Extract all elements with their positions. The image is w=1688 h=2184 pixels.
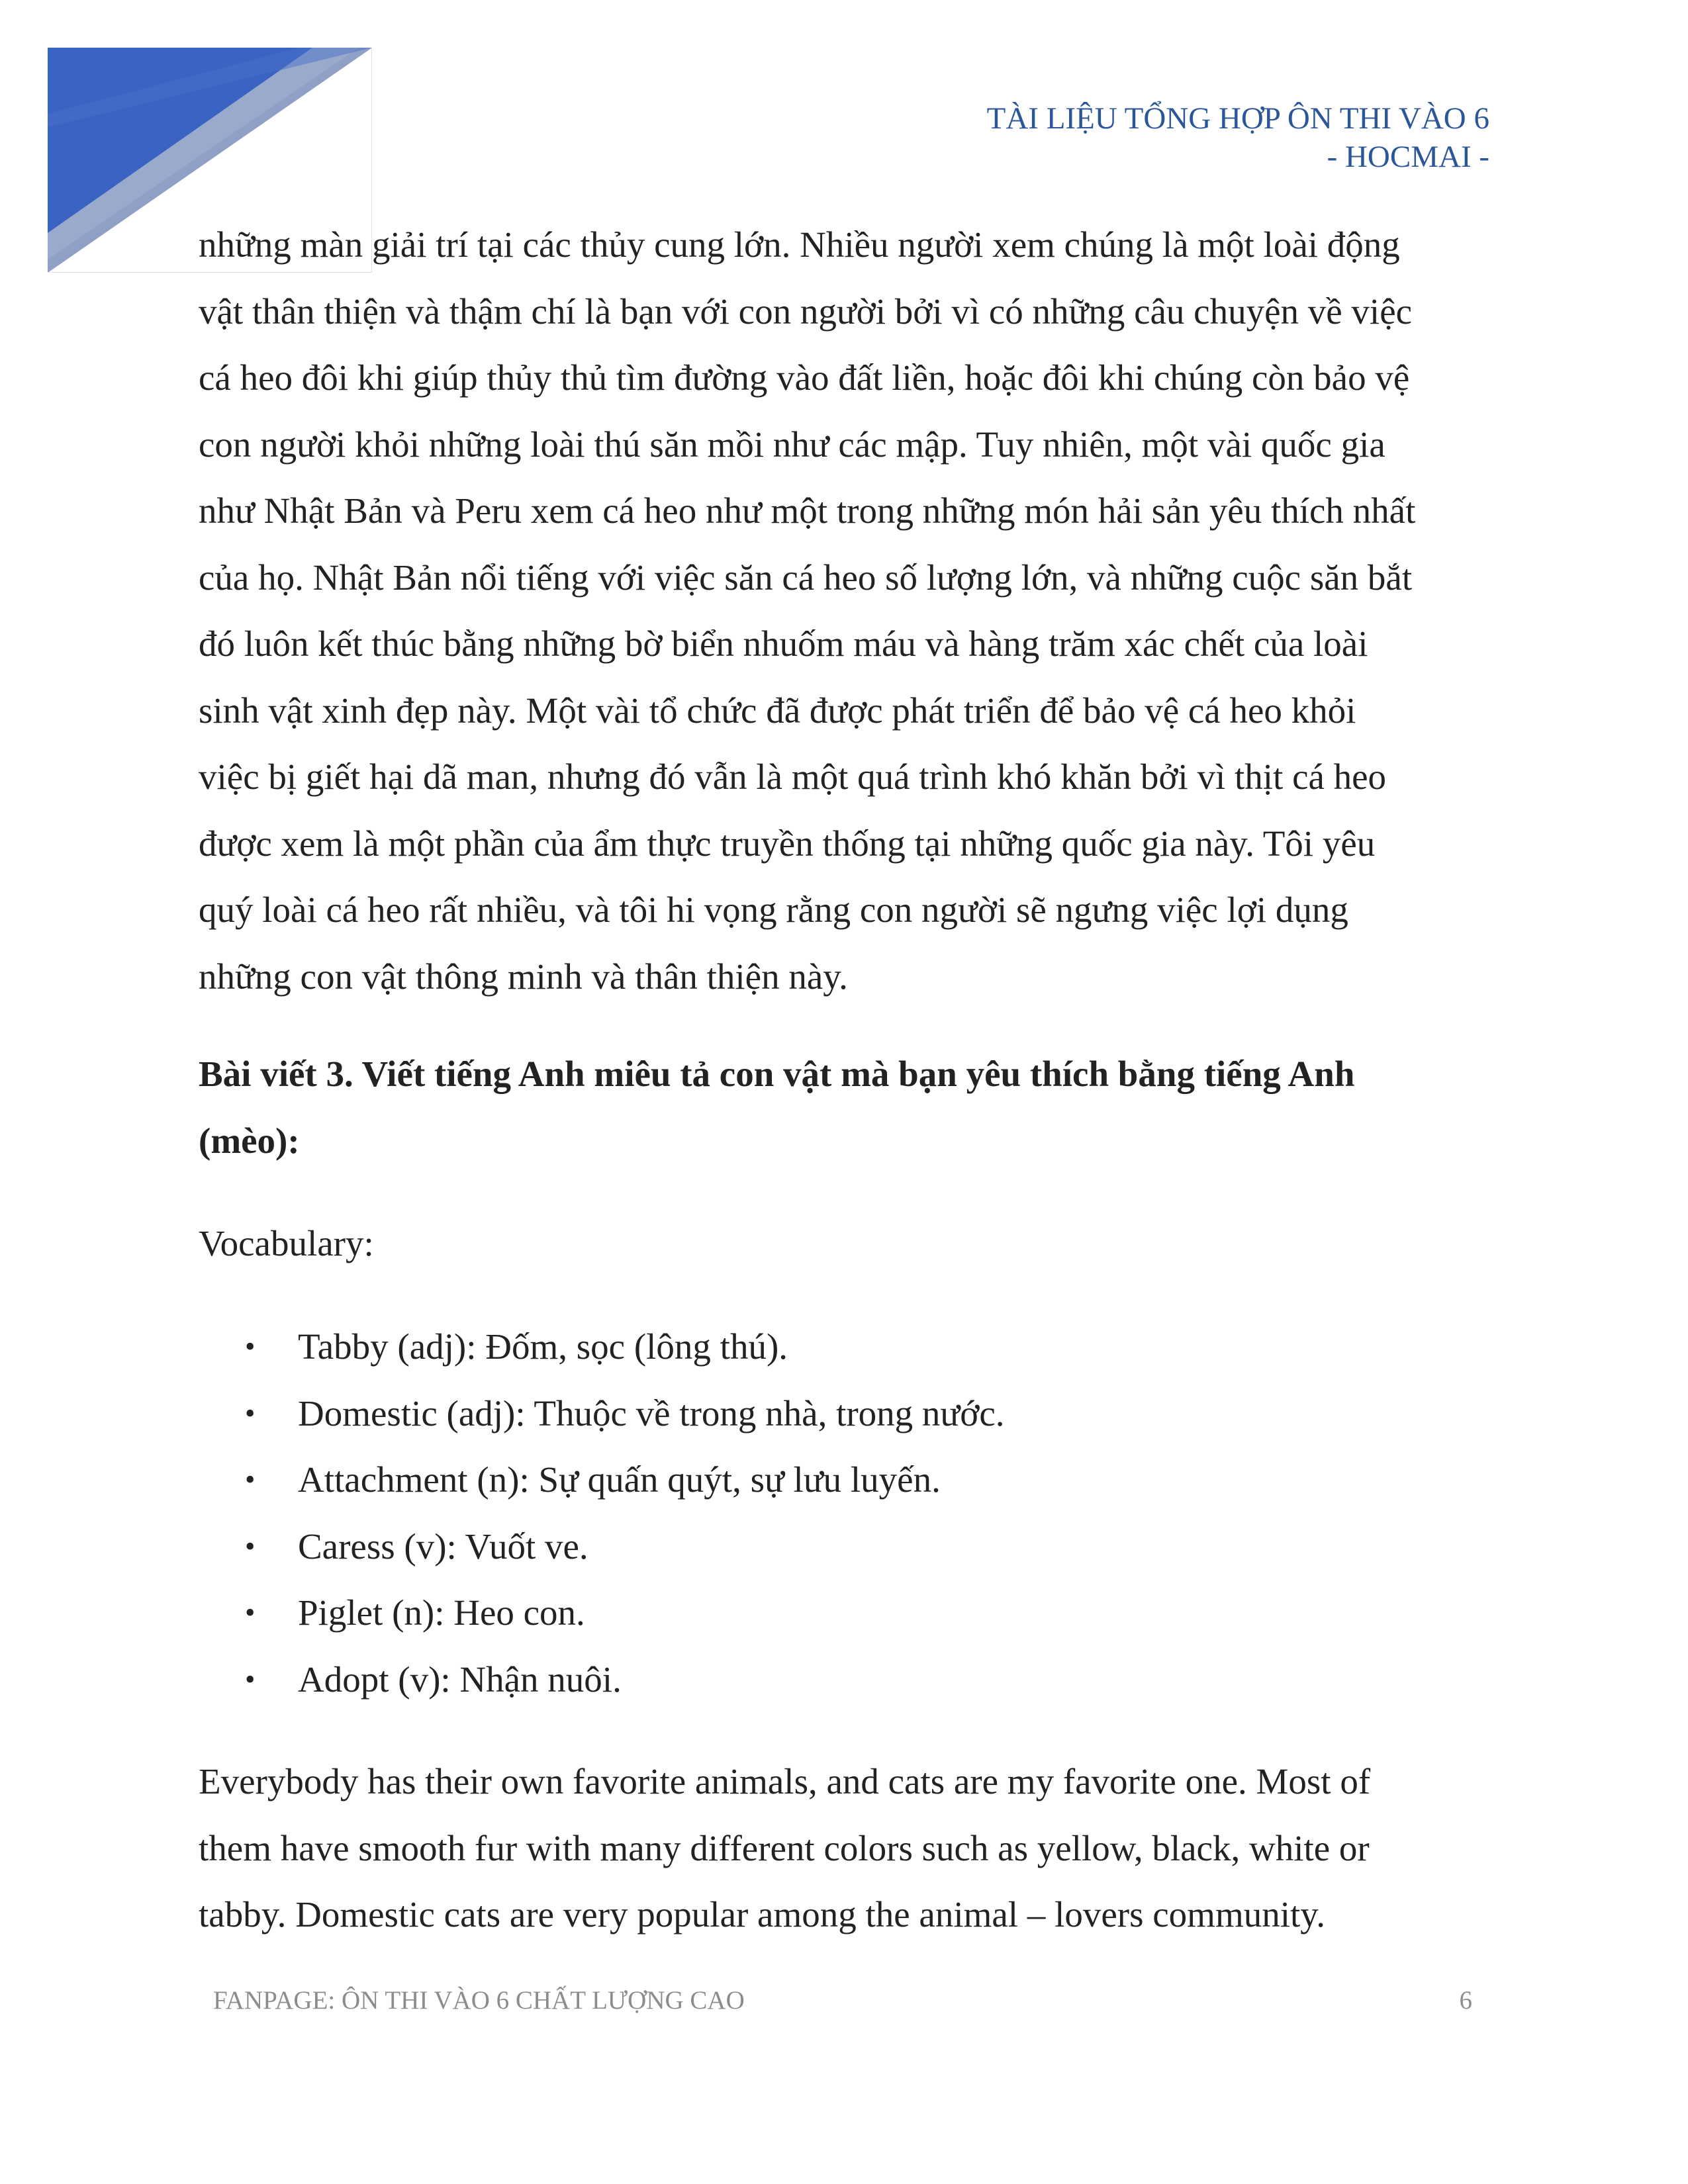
bullet-icon: • [245, 1662, 256, 1696]
bullet-icon: • [245, 1463, 256, 1496]
list-item [199, 1381, 1516, 1447]
paragraph-line: them have smooth fur with many different colors such as yellow, black, white or [199, 1827, 1370, 1868]
paragraph-line: những con vật thông minh và thân thiện này. [199, 956, 848, 997]
cat-paragraph [199, 1749, 1516, 1948]
vocabulary-list [199, 1314, 1516, 1713]
vocab-item-text: Attachment (n): Sự quấn quýt, sự lưu luyến. [298, 1459, 941, 1500]
list-item [199, 1447, 1516, 1514]
paragraph-line: việc bị giết hại dã man, nhưng đó vẫn là một quá trình khó khăn bởi vì thịt cá heo [199, 756, 1387, 797]
paragraph-line: của họ. Nhật Bản nổi tiếng với việc săn cá heo số lượng lớn, và những cuộc săn bắt [199, 557, 1413, 598]
bullet-icon: • [245, 1396, 256, 1430]
bullet-icon: • [245, 1596, 256, 1629]
vocab-item-text: Domestic (adj): Thuộc về trong nhà, trong nước. [298, 1392, 1005, 1433]
vocab-item-text: Caress (v): Vuốt ve. [298, 1525, 588, 1567]
paragraph-line: Everybody has their own favorite animals, and cats are my favorite one. Most of [199, 1761, 1371, 1801]
list-item [199, 1647, 1516, 1713]
bullet-icon: • [245, 1529, 256, 1563]
list-item [199, 1580, 1516, 1647]
vocabulary-label: Vocabulary: [199, 1223, 374, 1263]
intro-paragraph [199, 212, 1516, 1010]
page-header [987, 99, 1489, 176]
paragraph-line: những màn giải trí tại các thủy cung lớn. Nhiều người xem chúng là một loài động [199, 224, 1400, 265]
paragraph-line: con người khỏi những loài thú săn mồi như các mập. Tuy nhiên, một vài quốc gia [199, 424, 1385, 465]
paragraph-line: vật thân thiện và thậm chí là bạn với con người bởi vì có những câu chuyện về việc [199, 291, 1413, 332]
bullet-icon: • [245, 1330, 256, 1363]
heading-line: Bài viết 3. Viết tiếng Anh miêu tả con vật mà bạn yêu thích bằng tiếng Anh [199, 1054, 1355, 1094]
paragraph-line: đó luôn kết thúc bằng những bờ biển nhuốm máu và hàng trăm xác chết của loài [199, 623, 1368, 664]
paragraph-line: tabby. Domestic cats are very popular among the animal – lovers community. [199, 1894, 1325, 1934]
paragraph-line: quý loài cá heo rất nhiều, và tôi hi vọng rằng con người sẽ ngưng việc lợi dụng [199, 889, 1348, 930]
paragraph-line: được xem là một phần của ẩm thực truyền thống tại những quốc gia này. Tôi yêu [199, 823, 1376, 864]
vocab-item-text: Adopt (v): Nhận nuôi. [298, 1659, 622, 1700]
header-title: TÀI LIỆU TỔNG HỢP ÔN THI VÀO 6 [986, 101, 1489, 136]
list-item [199, 1514, 1516, 1580]
document-body [199, 212, 1516, 1948]
paragraph-line: như Nhật Bản và Peru xem cá heo như một trong những món hải sản yêu thích nhất [199, 490, 1416, 531]
vocab-item-text: Tabby (adj): Đốm, sọc (lông thú). [298, 1326, 788, 1367]
paragraph-line: cá heo đôi khi giúp thủy thủ tìm đường vào đất liền, hoặc đôi khi chúng còn bảo vệ [199, 357, 1410, 398]
vocab-item-text: Piglet (n): Heo con. [298, 1592, 585, 1633]
heading-line: (mèo): [199, 1120, 300, 1161]
section-heading [199, 1040, 1516, 1174]
paragraph-line: sinh vật xinh đẹp này. Một vài tổ chức đã được phát triển để bảo vệ cá heo khỏi [199, 690, 1356, 731]
list-item [199, 1314, 1516, 1381]
header-subtitle: - HOCMAI - [1327, 140, 1489, 174]
footer-fanpage: FANPAGE: ÔN THI VÀO 6 CHẤT LƯỢNG CAO [213, 1986, 745, 2015]
page-number: 6 [1459, 1986, 1472, 2015]
